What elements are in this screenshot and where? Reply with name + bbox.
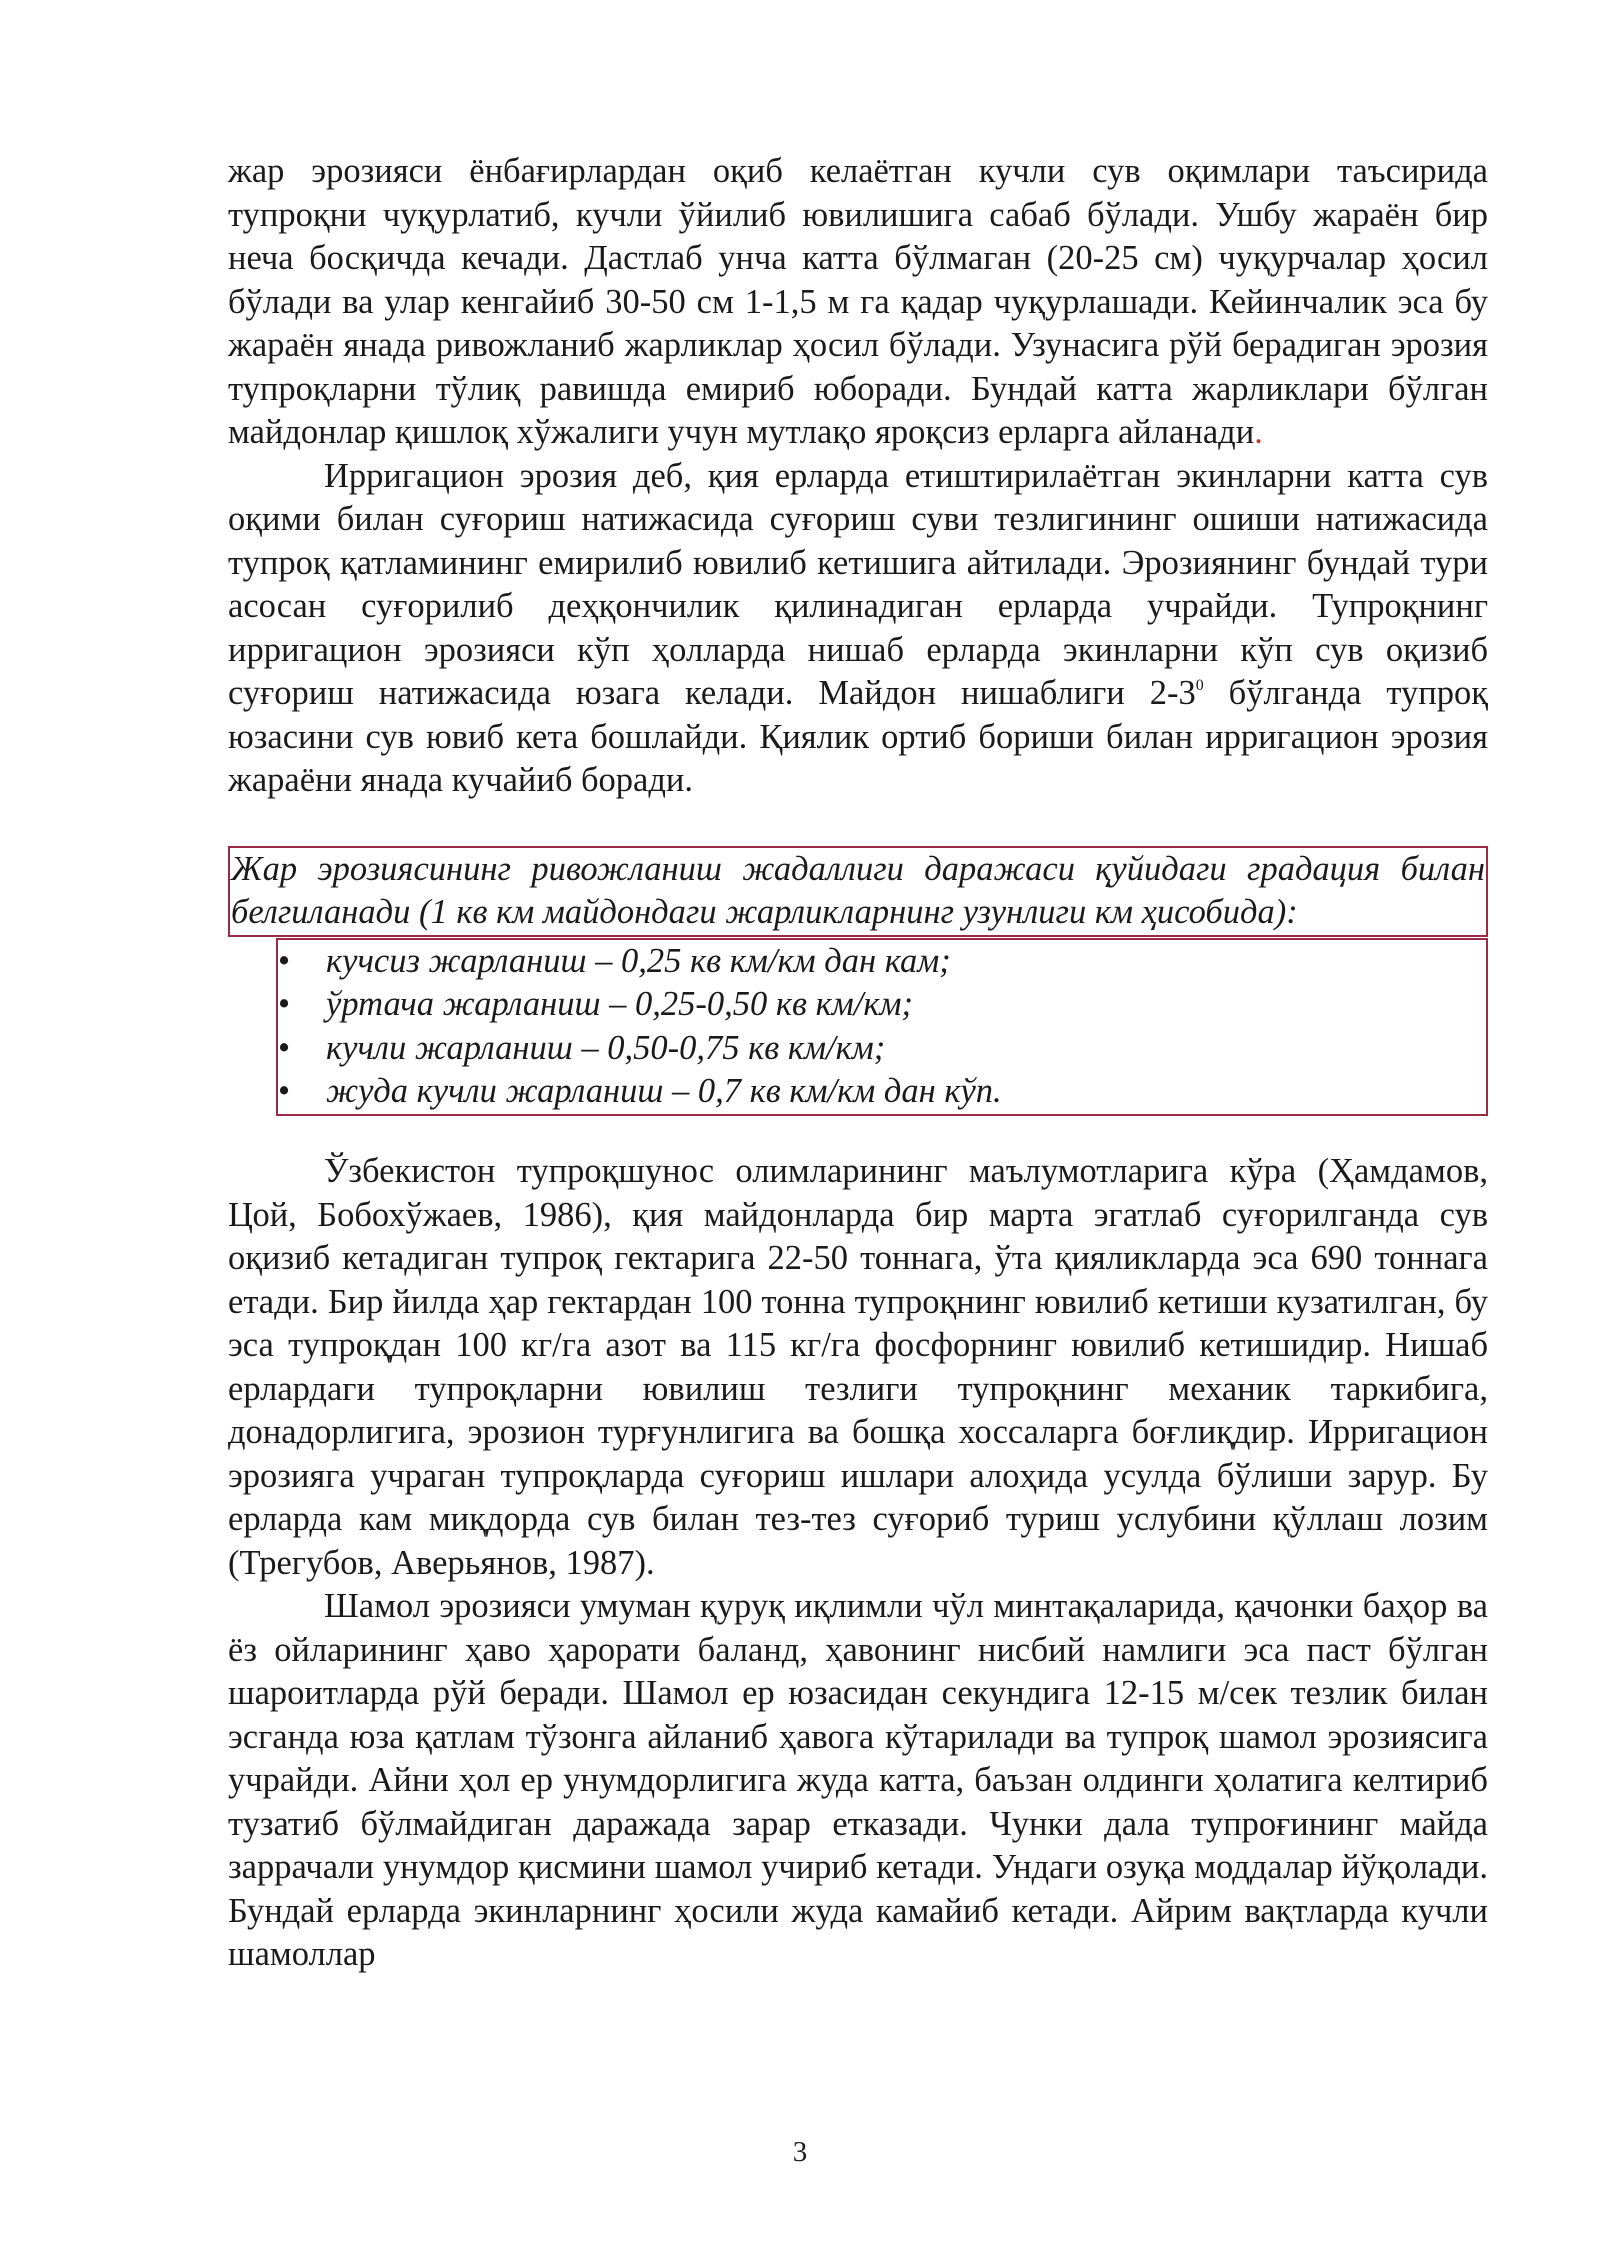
list-item	[278, 1027, 1486, 1071]
list-item-text: ўртача жарланиш – 0,25-0,50 кв км/км;	[326, 985, 914, 1023]
paragraph-text-continued: бўлганда тупроқ юзасини сув ювиб кета бошлайди. Қиялик ортиб бориши билан ирригацион эрозия жараёни янада кучайиб боради.	[228, 674, 1488, 799]
bullet-icon: •	[278, 1028, 291, 1067]
page-number: 3	[792, 2136, 808, 2168]
page-content	[228, 150, 1488, 1977]
bullet-icon: •	[278, 1072, 291, 1110]
gully-gradation-list	[276, 938, 1488, 1116]
list-item-text: кучли жарланиш – 0,50-0,75 кв км/км;	[326, 1028, 886, 1067]
bullet-icon: •	[278, 941, 291, 980]
list-item-text: кучсиз жарланиш – 0,25 кв км/км дан кам;	[326, 941, 951, 980]
list-item	[278, 940, 1486, 984]
bullet-icon: •	[278, 985, 291, 1023]
paragraph-text: жар эрозияси ёнбағирлардан оқиб келаётган кучли сув оқимлари таъсирида тупроқни чуқурлатиб, кучли ўйилиб ювилишига сабаб бўлади. Ушбу жараён бир неча босқичда кечади. Дастлаб унча катта бўлмаган (20-25 см) чуқурчалар ҳосил бўлади ва улар кенгайиб 30-50 см 1-1,5 м га қадар чуқурлашади. Кейинчалик эса бу жараён янада ривожланиб жарликлар ҳосил бўлади. Узунасига рўй берадиган эрозия тупроқларни тўлиқ равишда емириб юборади. Бундай катта жарликлари бўлган майдонлар қишлоқ хўжалиги учун мутлақо яроқсиз ерларга айланади	[228, 152, 1488, 451]
paragraph-wind-erosion: Шамол эрозияси умуман қуруқ иқлимли чўл минтақаларида, қачонки баҳор ва ёз ойларининг ҳаво ҳарорати баланд, ҳавонинг нисбий намлиги эса паст бўлган шароитларда рўй беради. Шамол ер юзасидан секундига 12-15 м/сек тезлик билан эсганда юза қатлам тўзонга айланиб ҳавога кўтарилади ва тупроқ шамол эрозиясига учрайди. Айни ҳол ер унумдорлигига жуда катта, баъзан олдинги ҳолатига келтириб тузатиб бўлмайдиган даражада зарар етказади. Чунки дала тупроғининг майда заррачали унумдор қисмини шамол учириб кетади. Ундаги озуқа моддалар йўқолади. Бундай ерларда экинларнинг ҳосили жуда камайиб кетади. Айрим вақтларда кучли шамоллар	[228, 1587, 1488, 1973]
paragraph-gully-erosion	[228, 150, 1488, 455]
gully-gradation-intro-box	[228, 846, 1488, 937]
list-item	[278, 1070, 1486, 1114]
list-item-text: жуда кучли жарланиш – 0,7 кв км/км дан кўп.	[326, 1072, 1002, 1110]
paragraph-irrigation-erosion	[228, 455, 1488, 803]
paragraph-text: Ирригацион эрозия деб, қия ерларда етиштирилаётган экинларни катта сув оқими билан суғориш натижасида суғориш суви тезлигининг ошиши натижасида тупроқ қатламининг емирилиб ювилиб кетишига айтилади. Эрозиянинг бундай тури асосан суғорилиб деҳқончилик қилинадиган ерларда учрайди. Тупроқнинг ирригацион эрозияси кўп ҳолларда нишаб ерларда экинларни кўп сув оқизиб суғориш натижасида юзага келади. Майдон нишаблиги 2-3	[228, 456, 1488, 712]
list-item	[278, 983, 1486, 1027]
paragraph-uzbek-soil-scientists: Ўзбекистон тупроқшунос олимларининг маълумотларига кўра (Ҳамдамов, Цой, Бобохўжаев, 1986), қия майдонларда бир марта эгатлаб суғорилганда сув оқизиб кетадиган тупроқ гектарига 22-50 тоннага, ўта қияликларда эса 690 тоннага етади. Бир йилда ҳар гектардан 100 тонна тупроқнинг ювилиб кетиши кузатилган, бу эса тупроқдан 100 кг/га азот ва 115 кг/га фосфорнинг ювилиб кетишидир. Нишаб ерлардаги тупроқларни ювилиш тезлиги тупроқнинг механик таркибига, донадорлигига, эрозион турғунлигига ва бошқа хоссаларга боғлиқдир. Ирригацион эрозияга учраган тупроқларда суғориш ишлари алоҳида усулда бўлиши зарур. Бу ерларда кам миқдорда сув билан тез-тез суғориб туриш услубини қўллаш лозим (Трегубов, Аверьянов, 1987).	[228, 1152, 1488, 1582]
red-period: .	[1254, 413, 1263, 451]
degree-superscript: 0	[1195, 677, 1204, 694]
gradation-intro-text: Жар эрозиясининг ривожланиш жадаллиги даражаси қуйидаги градация билан белгиланади (1 кв км майдондаги жарликларнинг узунлиги км ҳисобида):	[231, 849, 1485, 931]
